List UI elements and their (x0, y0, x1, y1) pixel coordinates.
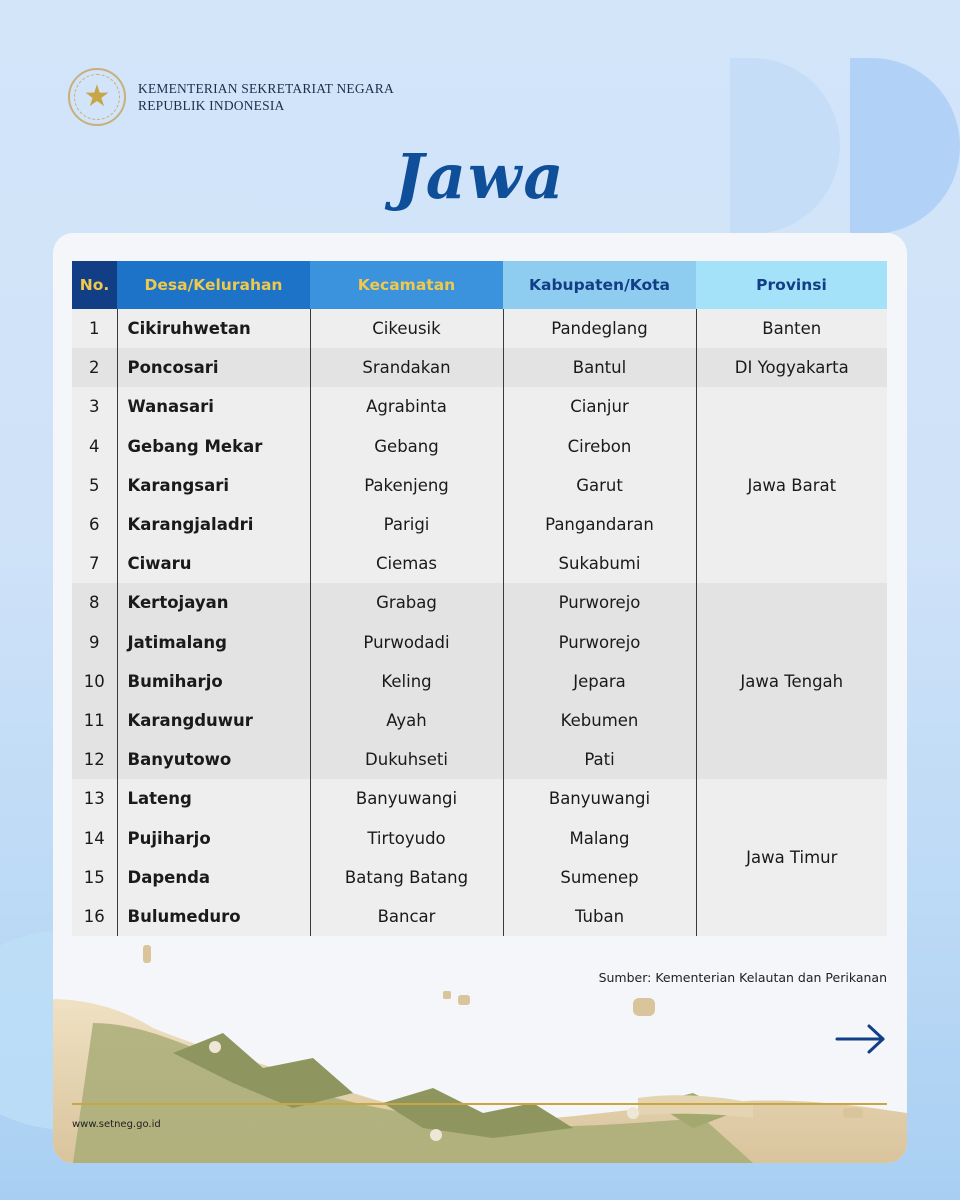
cell-no: 1 (72, 309, 117, 348)
column-header-kecamatan: Kecamatan (310, 261, 503, 309)
cell-desa: Karangjaladri (117, 505, 310, 544)
cell-kecamatan: Batang Batang (310, 858, 503, 897)
cell-no: 8 (72, 583, 117, 622)
cell-desa: Bumiharjo (117, 662, 310, 701)
cell-kecamatan: Srandakan (310, 348, 503, 387)
cell-kecamatan: Cikeusik (310, 309, 503, 348)
column-header-provinsi: Provinsi (696, 261, 887, 309)
cell-kecamatan: Dukuhseti (310, 740, 503, 779)
cell-desa: Pujiharjo (117, 818, 310, 857)
cell-no: 6 (72, 505, 117, 544)
cell-kecamatan: Banyuwangi (310, 779, 503, 818)
cell-kabupaten: Garut (503, 466, 696, 505)
content-card (53, 233, 907, 1163)
cell-kabupaten: Sumenep (503, 858, 696, 897)
cell-no: 10 (72, 662, 117, 701)
cell-kabupaten: Purworejo (503, 623, 696, 662)
cell-desa: Wanasari (117, 387, 310, 426)
cell-provinsi: Jawa Tengah (696, 583, 887, 779)
cell-no: 5 (72, 466, 117, 505)
column-header-no: No. (72, 261, 117, 309)
cell-kecamatan: Ayah (310, 701, 503, 740)
cell-no: 15 (72, 858, 117, 897)
cell-kabupaten: Tuban (503, 897, 696, 936)
cell-no: 11 (72, 701, 117, 740)
org-line-1: KEMENTERIAN SEKRETARIAT NEGARA (138, 81, 394, 96)
cell-kecamatan: Ciemas (310, 544, 503, 583)
page-title: Jawa (394, 140, 566, 213)
org-line-2: REPUBLIK INDONESIA (138, 98, 285, 113)
cell-no: 2 (72, 348, 117, 387)
cell-kabupaten: Cirebon (503, 427, 696, 466)
java-island-illustration (53, 233, 907, 1163)
cell-desa: Banyutowo (117, 740, 310, 779)
cell-no: 12 (72, 740, 117, 779)
cell-desa: Ciwaru (117, 544, 310, 583)
cell-desa: Lateng (117, 779, 310, 818)
cell-kabupaten: Jepara (503, 662, 696, 701)
cell-kecamatan: Parigi (310, 505, 503, 544)
cell-desa: Dapenda (117, 858, 310, 897)
cell-no: 7 (72, 544, 117, 583)
cell-no: 9 (72, 623, 117, 662)
cell-kabupaten: Cianjur (503, 387, 696, 426)
cell-kecamatan: Purwodadi (310, 623, 503, 662)
cell-provinsi: Jawa Barat (696, 387, 887, 583)
cell-kecamatan: Bancar (310, 897, 503, 936)
cell-desa: Karangsari (117, 466, 310, 505)
organization-name (138, 80, 394, 114)
cell-no: 13 (72, 779, 117, 818)
cell-kabupaten: Pandeglang (503, 309, 696, 348)
cell-kabupaten: Pati (503, 740, 696, 779)
cell-kecamatan: Grabag (310, 583, 503, 622)
cell-provinsi: Jawa Timur (696, 779, 887, 936)
cell-desa: Poncosari (117, 348, 310, 387)
cell-desa: Gebang Mekar (117, 427, 310, 466)
cell-provinsi: DI Yogyakarta (696, 348, 887, 387)
cell-kabupaten: Purworejo (503, 583, 696, 622)
cell-desa: Bulumeduro (117, 897, 310, 936)
cell-kabupaten: Banyuwangi (503, 779, 696, 818)
cell-provinsi: Banten (696, 309, 887, 348)
arrow-right-icon[interactable] (833, 1019, 889, 1059)
column-header-kabupaten: Kabupaten/Kota (503, 261, 696, 309)
header (68, 68, 394, 126)
cell-desa: Karangduwur (117, 701, 310, 740)
cell-desa: Jatimalang (117, 623, 310, 662)
cell-kecamatan: Keling (310, 662, 503, 701)
cell-kabupaten: Pangandaran (503, 505, 696, 544)
column-header-desa: Desa/Kelurahan (117, 261, 310, 309)
cell-no: 16 (72, 897, 117, 936)
cell-no: 14 (72, 818, 117, 857)
cell-kecamatan: Agrabinta (310, 387, 503, 426)
website-url: www.setneg.go.id (72, 1119, 161, 1130)
cell-no: 3 (72, 387, 117, 426)
footer-divider (72, 1103, 887, 1105)
cell-kecamatan: Tirtoyudo (310, 818, 503, 857)
cell-kecamatan: Pakenjeng (310, 466, 503, 505)
cell-kabupaten: Malang (503, 818, 696, 857)
cell-kabupaten: Sukabumi (503, 544, 696, 583)
cell-kabupaten: Bantul (503, 348, 696, 387)
cell-desa: Cikiruhwetan (117, 309, 310, 348)
cell-kabupaten: Kebumen (503, 701, 696, 740)
cell-desa: Kertojayan (117, 583, 310, 622)
cell-kecamatan: Gebang (310, 427, 503, 466)
garuda-emblem-icon: ★ (68, 68, 126, 126)
source-note: Sumber: Kementerian Kelautan dan Perikanan (598, 970, 887, 985)
cell-no: 4 (72, 427, 117, 466)
